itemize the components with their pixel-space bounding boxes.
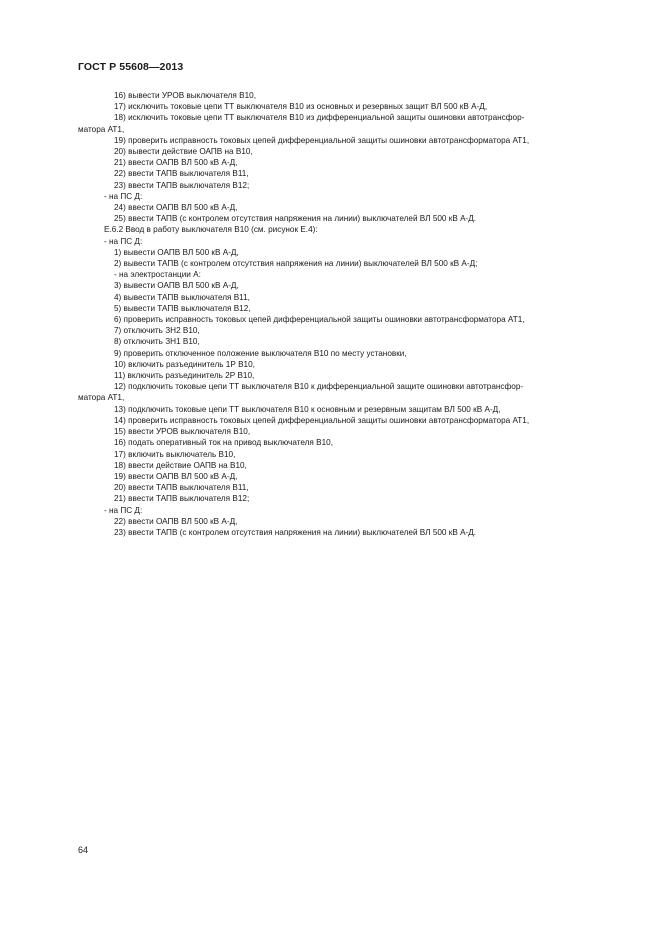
list-item: 24) ввести ОАПВ ВЛ 500 кВ А-Д, — [114, 203, 238, 213]
list-item: 18) исключить токовые цепи ТТ выключателя В10 из дифференциальной защиты ошиновки автотрансфор- — [114, 113, 525, 123]
list-item: 1) вывести ОАПВ ВЛ 500 кВ А-Д, — [114, 247, 239, 257]
list-item: 8) отключить ЗН1 В10, — [114, 337, 200, 347]
list-item: 5) вывести ТАПВ выключателя В12, — [114, 303, 251, 313]
list-item: 19) проверить исправность токовых цепей дифференциальной защиты ошиновки автотрансформатора АТ1, — [114, 135, 530, 145]
list-item: 11) включить разъединитель 2Р В10, — [114, 371, 255, 381]
document-header: ГОСТ Р 55608—2013 — [78, 61, 184, 73]
list-item: матора АТ1, — [78, 124, 125, 134]
document-body — [78, 90, 590, 538]
location-heading: - на ПС Д: — [104, 191, 143, 201]
list-item: 14) проверить исправность токовых цепей дифференциальной защиты ошиновки автотрансформатора АТ1, — [114, 415, 530, 425]
list-item: 2) вывести ТАПВ (с контролем отсутствия напряжения на линии) выключателей ВЛ 500 кВ А-Д; — [114, 259, 478, 269]
list-item: 3) вывести ОАПВ ВЛ 500 кВ А-Д, — [114, 281, 239, 291]
list-item: - на электростанции А: — [114, 270, 201, 280]
list-item: 15) ввести УРОВ выключателя В10, — [114, 427, 251, 437]
list-item: 12) подключить токовые цепи ТТ выключателя В10 к дифференциальной защите ошиновки автотрансфор- — [114, 382, 524, 392]
list-item: 20) ввести ТАПВ выключателя В11, — [114, 483, 249, 493]
list-item: 22) ввести ТАПВ выключателя В11, — [114, 169, 249, 179]
location-heading: - на ПС Д: — [104, 236, 143, 246]
list-item: 23) ввести ТАПВ выключателя В12; — [114, 180, 250, 190]
list-item: 7) отключить ЗН2 В10, — [114, 326, 200, 336]
list-item: 18) ввести действие ОАПВ на В10, — [114, 460, 247, 470]
list-item: 16) вывести УРОВ выключателя В10, — [114, 91, 256, 100]
list-item: 25) ввести ТАПВ (с контролем отсутствия напряжения на линии) выключателей ВЛ 500 кВ А-Д. — [114, 214, 477, 224]
list-item: 17) включить выключатель В10, — [114, 449, 236, 459]
list-item: 21) ввести ОАПВ ВЛ 500 кВ А-Д, — [114, 158, 238, 168]
location-heading: - на ПС Д: — [104, 505, 143, 515]
list-item: 21) ввести ТАПВ выключателя В12; — [114, 494, 250, 504]
list-item: 6) проверить исправность токовых цепей дифференциальной защиты ошиновки автотрансформатора АТ1, — [114, 315, 525, 325]
page-number: 64 — [78, 845, 89, 855]
list-item: 20) вывести действие ОАПВ на В10, — [114, 147, 253, 157]
list-item: 9) проверить отключенное положение выключателя В10 по месту установки, — [114, 348, 407, 358]
section-heading: Е.6.2 Ввод в работу выключателя В10 (см. рисунок Е.4): — [104, 225, 318, 235]
list-item: 4) вывести ТАПВ выключателя В11, — [114, 292, 250, 302]
list-item: 16) подать оперативный ток на привод выключателя В10, — [114, 438, 333, 448]
list-item: 10) включить разъединитель 1Р В10, — [114, 359, 255, 369]
list-item: матора АТ1, — [78, 393, 125, 403]
list-item: 19) ввести ОАПВ ВЛ 500 кВ А-Д, — [114, 471, 238, 481]
list-item: 13) подключить токовые цепи ТТ выключателя В10 к основным и резервным защитам ВЛ 500 кВ А-Д, — [114, 404, 501, 414]
list-item: 23) ввести ТАПВ (с контролем отсутствия напряжения на линии) выключателей ВЛ 500 кВ А-Д. — [114, 527, 477, 537]
list-item: 17) исключить токовые цепи ТТ выключателя В10 из основных и резервных защит ВЛ 500 кВ А-Д, — [114, 102, 488, 112]
list-item: 22) ввести ОАПВ ВЛ 500 кВ А-Д, — [114, 516, 238, 526]
